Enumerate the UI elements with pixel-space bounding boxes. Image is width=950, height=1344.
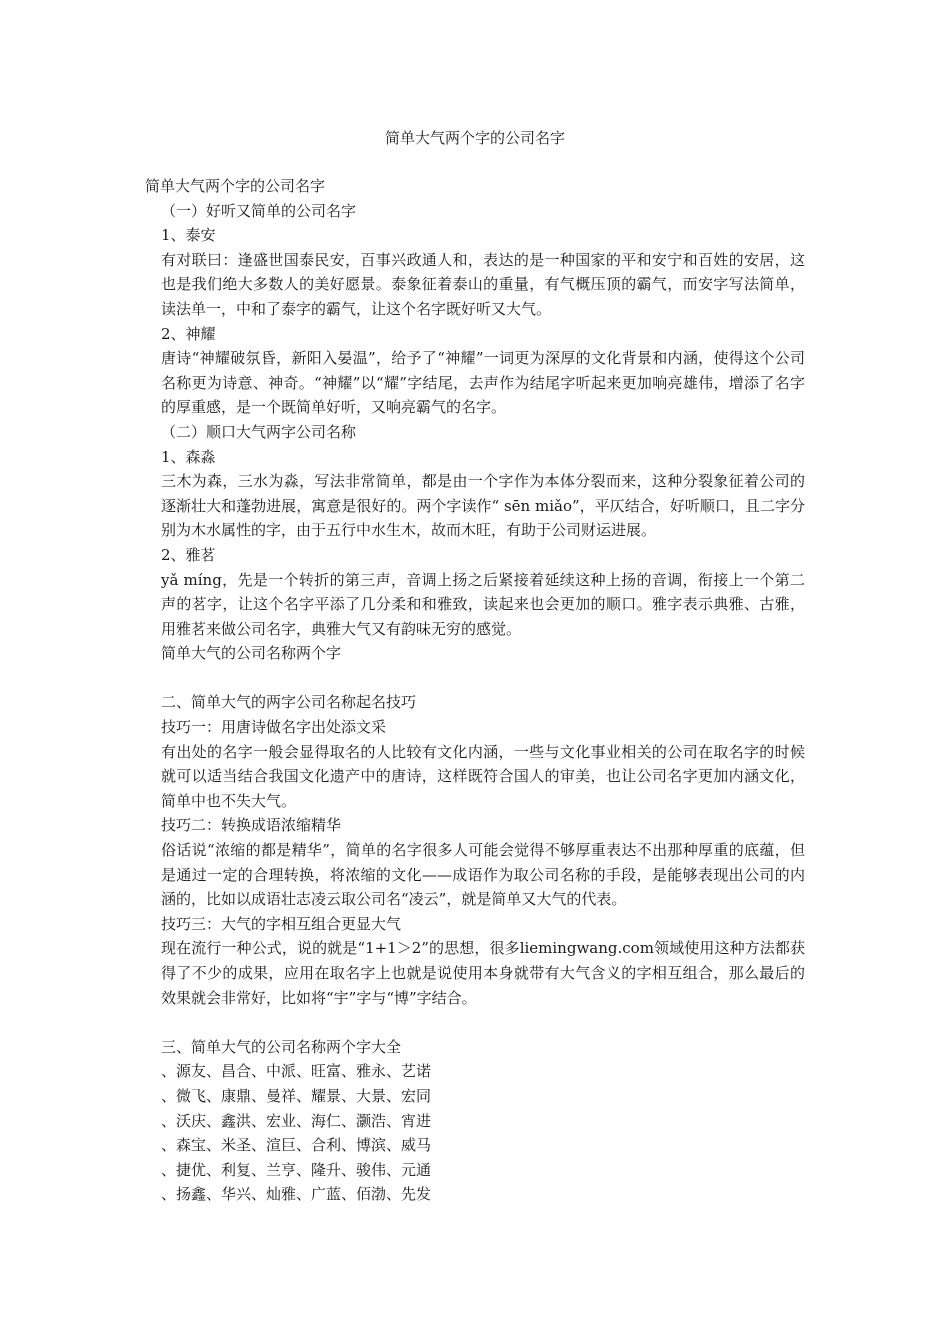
name-list-row: 、沃庆、鑫洪、宏业、海仁、灏浩、宵进 <box>161 1111 432 1130</box>
paragraph-yaming: yǎ míng，先是一个转折的第三声，音调上扬之后紧接着延续这种上扬的音调，衔接上一个第二声的茗字，让这个名字平添了几分柔和和雅致，读起来也会更加的顺口。雅字表示典雅、古雅，用雅茗来做公司名字，典雅大气又有韵味无穷的感觉。 <box>161 570 805 638</box>
paragraph-tip-1: 有出处的名字一般会显得取名的人比较有文化内涵，一些与文化事业相关的公司在取名字的时候就可以适当结合我国文化遗产中的唐诗，这样既符合国人的审美，也让公司名字更加内涵文化，简单中也不失大气。 <box>161 742 805 810</box>
tip-heading-3: 技巧三：大气的字相互组合更显大气 <box>161 914 402 933</box>
name-heading-yaming: 2、雅茗 <box>161 545 216 564</box>
tip-heading-2: 技巧二：转换成语浓缩精华 <box>161 816 342 835</box>
section-heading-1: （一）好听又简单的公司名字 <box>161 201 357 220</box>
document-body <box>145 174 805 1207</box>
name-list-row: 、森宝、米圣、渲巨、合利、博滨、威马 <box>161 1136 432 1155</box>
section-heading-list: 三、简单大气的公司名称两个字大全 <box>161 1037 402 1056</box>
spacer <box>145 666 805 691</box>
name-heading-taian: 1、泰安 <box>161 226 216 245</box>
tip-heading-1: 技巧一：用唐诗做名字出处添文采 <box>161 718 387 737</box>
name-list-row: 、捷优、利复、兰亨、隆升、骏伟、元通 <box>161 1160 432 1179</box>
name-list-row: 、扬鑫、华兴、灿雅、广蓝、佰渤、先发 <box>161 1185 432 1204</box>
spacer <box>145 1010 805 1035</box>
subtitle-line: 简单大气两个字的公司名字 <box>145 177 326 195</box>
name-list-row: 、微飞、康鼎、曼祥、耀景、大景、宏同 <box>161 1086 432 1105</box>
section-line: 简单大气的公司名称两个字 <box>161 644 342 663</box>
name-heading-shenyao: 2、神耀 <box>161 324 216 343</box>
paragraph-tip-3: 现在流行一种公式，说的就是“1+1＞2”的思想，很多liemingwang.com领域使用这种方法都获得了不少的成果，应用在取名字上也就是说使用本身就带有大气含义的字相互组合，那么最后的效果就会非常好，比如将“宇”字与“博”字结合。 <box>161 939 805 1007</box>
paragraph-taian: 有对联曰：逢盛世国泰民安，百事兴政通人和，表达的是一种国家的平和安宁和百姓的安居，这也是我们绝大多数人的美好愿景。泰象征着泰山的重量，有气概压顶的霸气，而安字写法简单，读法单一，中和了泰字的霸气，让这个名字既好听又大气。 <box>161 250 805 318</box>
name-list-row: 、源友、昌合、中派、旺富、雅永、艺诺 <box>161 1062 432 1081</box>
document-title: 简单大气两个字的公司名字 <box>384 129 565 147</box>
name-heading-senmiao: 1、森淼 <box>161 447 216 466</box>
section-heading-2: （二）顺口大气两字公司名称 <box>161 422 357 441</box>
paragraph-tip-2: 俗话说“浓缩的都是精华”，简单的名字很多人可能会觉得不够厚重表达不出那种厚重的底蕴，但是通过一定的合理转换，将浓缩的文化——成语作为取公司名称的手段，是能够表现出公司的内涵的，比如以成语壮志凌云取公司名“凌云”，就是简单又大气的代表。 <box>161 841 805 909</box>
paragraph-shenyao: 唐诗“神耀破氛昏，新阳入晏温”，给予了“神耀”一词更为深厚的文化背景和内涵，使得这个公司名称更为诗意、神奇。“神耀”以“耀”字结尾，去声作为结尾字听起来更加响亮雄伟，增添了名字的厚重感，是一个既简单好听，又响亮霸气的名字。 <box>161 349 805 417</box>
paragraph-senmiao: 三木为森，三水为淼，写法非常简单，都是由一个字作为本体分裂而来，这种分裂象征着公司的逐渐壮大和蓬勃进展，寓意是很好的。两个字读作“ sēn miǎo”，平仄结合，好听顺口，且二字分别为木水属性的字，由于五行中水生木，故而木旺，有助于公司财运进展。 <box>161 472 805 540</box>
section-heading-tips: 二、简单大气的两字公司名称起名技巧 <box>161 693 417 712</box>
